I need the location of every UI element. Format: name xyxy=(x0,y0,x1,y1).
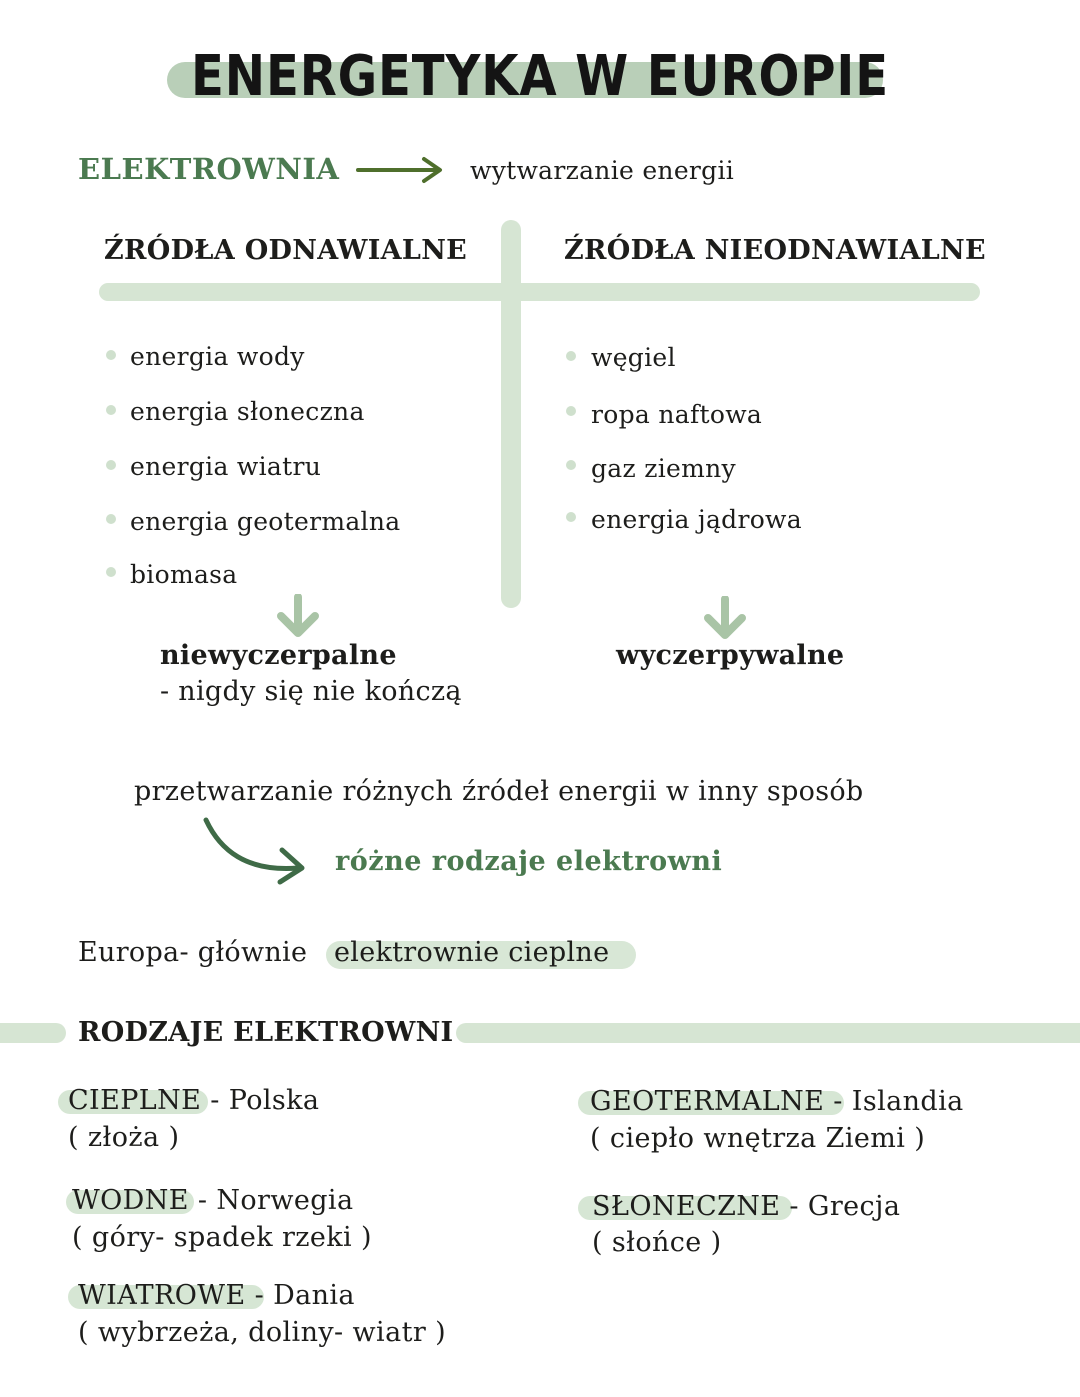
list-item xyxy=(592,1191,900,1222)
nonrenewable-heading: ŹRÓDŁA NIEODNAWIALNE xyxy=(564,235,986,266)
type-name: SŁONECZNE xyxy=(592,1191,781,1222)
arrow-down-icon xyxy=(702,596,748,642)
type-note: ( słońce ) xyxy=(592,1227,722,1258)
list-item: energia wody xyxy=(130,342,305,371)
renewable-heading: ŹRÓDŁA ODNAWIALNE xyxy=(104,235,468,266)
list-item: biomasa xyxy=(130,560,238,589)
bullet-dot-icon xyxy=(566,406,576,416)
type-name: CIEPLNE xyxy=(68,1085,202,1116)
bullet-dot-icon xyxy=(106,350,116,360)
list-item: węgiel xyxy=(591,343,676,372)
list-item: energia słoneczna xyxy=(130,397,365,426)
table-horizontal-divider xyxy=(99,283,980,301)
processing-result: różne rodzaje elektrowni xyxy=(335,846,723,877)
processing-text: przetwarzanie różnych źródeł energii w inny sposób xyxy=(134,776,864,807)
bullet-dot-icon xyxy=(566,512,576,522)
type-note: ( góry- spadek rzeki ) xyxy=(72,1222,372,1253)
list-item: ropa naftowa xyxy=(591,400,763,429)
type-name: WIATROWE xyxy=(78,1280,246,1311)
list-item xyxy=(68,1085,319,1116)
list-item: energia geotermalna xyxy=(130,507,401,536)
types-heading: RODZAJE ELEKTROWNI xyxy=(78,1017,454,1048)
bullet-dot-icon xyxy=(106,567,116,577)
bullet-dot-icon xyxy=(106,514,116,524)
type-country: - Dania xyxy=(254,1280,355,1311)
europe-highlight: elektrownie cieplne xyxy=(334,937,610,968)
renewable-conclusion: niewyczerpalne xyxy=(160,640,397,671)
curved-arrow-icon xyxy=(198,814,314,888)
list-item: gaz ziemny xyxy=(591,454,736,483)
type-note: ( ciepło wnętrza Ziemi ) xyxy=(590,1123,926,1154)
arrow-down-icon xyxy=(275,594,321,640)
bullet-dot-icon xyxy=(106,460,116,470)
renewable-note: - nigdy się nie kończą xyxy=(160,676,462,707)
type-name: GEOTERMALNE xyxy=(590,1086,825,1117)
bullet-dot-icon xyxy=(566,460,576,470)
table-vertical-divider xyxy=(501,220,521,608)
list-item: energia jądrowa xyxy=(591,505,802,534)
type-note: ( złoża ) xyxy=(68,1122,180,1153)
europe-prefix: Europa- głównie xyxy=(78,937,308,968)
list-item xyxy=(72,1185,353,1216)
elektrownia-definition: wytwarzanie energii xyxy=(470,156,735,185)
list-item xyxy=(78,1280,355,1311)
bullet-dot-icon xyxy=(566,351,576,361)
list-item xyxy=(590,1086,964,1117)
bullet-dot-icon xyxy=(106,405,116,415)
type-name: WODNE xyxy=(72,1185,189,1216)
type-country: - Grecja xyxy=(789,1191,901,1222)
list-item: energia wiatru xyxy=(130,452,322,481)
type-country: - Polska xyxy=(210,1085,320,1116)
type-country: - Islandia xyxy=(833,1086,964,1117)
arrow-right-icon xyxy=(356,155,446,185)
nonrenewable-conclusion: wyczerpywalne xyxy=(616,640,845,671)
section-line-right xyxy=(456,1023,1080,1043)
section-line-left xyxy=(0,1023,66,1043)
type-country: - Norwegia xyxy=(197,1185,354,1216)
elektrownia-label: ELEKTROWNIA xyxy=(78,152,340,186)
type-note: ( wybrzeża, doliny- wiatr ) xyxy=(78,1317,447,1348)
page-title: ENERGETYKA W EUROPIE xyxy=(191,44,889,109)
